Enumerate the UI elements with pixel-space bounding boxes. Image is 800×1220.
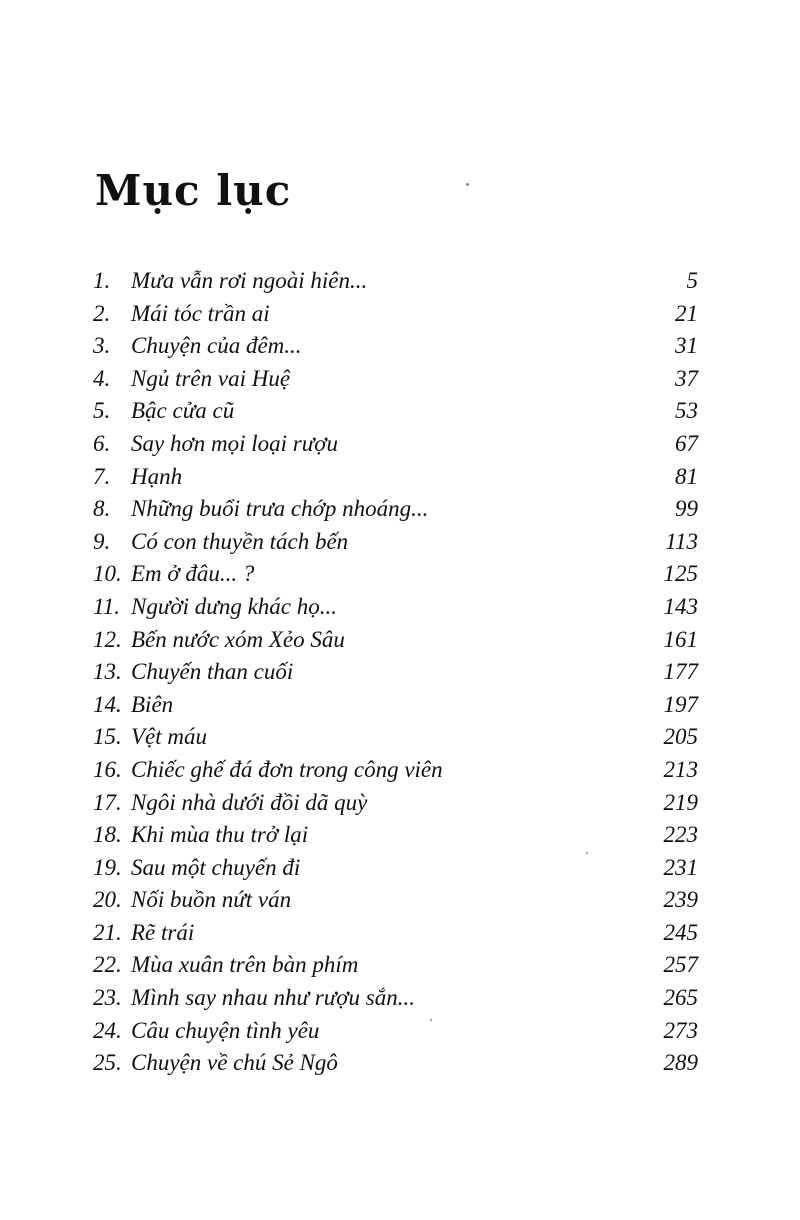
toc-entry — [93, 917, 698, 950]
toc-entry — [93, 656, 698, 689]
toc-entry-title: Chuyến than cuối — [131, 659, 294, 685]
toc-entry-number: 1. — [93, 268, 111, 293]
toc-entry-number: 10. — [93, 561, 122, 587]
toc-entry — [93, 363, 698, 396]
toc-entry-page: 245 — [663, 919, 698, 945]
toc-entry-title: Chiếc ghế đá đơn trong công viên — [131, 756, 443, 782]
scan-speck — [430, 1019, 432, 1021]
toc-entry-number: 5. — [93, 398, 111, 424]
toc-entry-title: Ngôi nhà dưới đồi dã quỳ — [131, 789, 368, 815]
toc-entry — [93, 754, 698, 787]
page-title: Mục lục — [95, 166, 292, 215]
toc-entry-number: 11. — [93, 593, 121, 619]
toc-entry-number: 25. — [93, 1050, 122, 1076]
toc-entry-number: 18. — [93, 822, 122, 848]
toc-entry-page: 205 — [663, 724, 698, 750]
toc-entry-page: 197 — [663, 691, 698, 717]
toc-entry-title: Chuyện về chú Sẻ Ngô — [131, 1050, 338, 1076]
toc-entry — [93, 330, 698, 363]
toc-entry-number: 2. — [93, 300, 111, 326]
toc-entry-page: 113 — [665, 528, 698, 554]
toc-entry-number: 3. — [93, 333, 111, 359]
toc-entry-number: 13. — [93, 659, 122, 685]
toc-entry-title: Những buổi trưa chớp nhoáng... — [131, 496, 429, 522]
toc-entry-number: 21. — [93, 919, 122, 945]
toc-entry — [93, 721, 698, 754]
toc-entry-page: 125 — [663, 561, 698, 587]
scan-speck — [466, 183, 469, 186]
toc-entry — [93, 395, 698, 428]
toc-entry-number: 23. — [93, 985, 122, 1011]
toc-entry-title: Nối buồn nứt ván — [131, 887, 292, 913]
toc-entry — [93, 689, 698, 722]
toc-entry-number: 15. — [93, 724, 122, 750]
toc-entry — [93, 819, 698, 852]
toc-entry — [93, 461, 698, 494]
toc-entry-number: 20. — [93, 887, 122, 913]
toc-entry — [93, 558, 698, 591]
toc-entry-page: 31 — [675, 333, 698, 359]
toc-entry-number: 22. — [93, 952, 122, 978]
toc-entry-page: 231 — [663, 854, 698, 880]
toc-entry-title: Biên — [131, 691, 174, 717]
toc-entry-number: 6. — [93, 430, 111, 456]
toc-entry-page: 5 — [686, 268, 698, 293]
toc-entry-page: 239 — [663, 887, 698, 913]
toc-entry — [93, 526, 698, 559]
toc-entry-page: 273 — [663, 1017, 698, 1043]
toc-entry — [93, 1047, 698, 1080]
toc-entry — [93, 624, 698, 657]
toc-entry-title: Có con thuyền tách bến — [131, 528, 349, 554]
toc-entry — [93, 852, 698, 885]
toc-entry-page: 213 — [663, 756, 698, 782]
toc-entry-number: 16. — [93, 756, 122, 782]
toc-entry-number: 9. — [93, 528, 111, 554]
toc-entry-title: Mưa vẫn rơi ngoài hiên... — [131, 268, 368, 293]
toc-entry — [93, 298, 698, 331]
toc-entry-page: 265 — [663, 985, 698, 1011]
toc-entry-title: Câu chuyện tình yêu — [131, 1017, 320, 1043]
toc-entry-page: 81 — [675, 463, 698, 489]
toc-entry-number: 14. — [93, 691, 122, 717]
toc-entry-page: 161 — [663, 626, 698, 652]
toc-entry-title: Bến nước xóm Xẻo Sâu — [131, 626, 345, 652]
toc-entry-page: 177 — [663, 659, 698, 685]
toc-entry — [93, 884, 698, 917]
toc-entry-page: 37 — [675, 365, 698, 391]
toc-entry-title: Em ở đâu... ? — [131, 561, 255, 587]
toc-entry-title: Ngủ trên vai Huệ — [131, 365, 291, 391]
toc-entry-title: Bậc cửa cũ — [131, 398, 235, 424]
toc-entry-title: Mình say nhau như rượu sắn... — [131, 985, 415, 1011]
toc-entry-title: Khi mùa thu trở lại — [131, 822, 309, 848]
toc-entry — [93, 428, 698, 461]
toc-entry-number: 17. — [93, 789, 122, 815]
toc-entry — [93, 591, 698, 624]
toc-entry-title: Rẽ trái — [131, 919, 195, 945]
toc-entry — [93, 787, 698, 820]
toc-entry-number: 12. — [93, 626, 122, 652]
toc-entry — [93, 1015, 698, 1048]
toc-entry-page: 99 — [675, 496, 698, 522]
toc-entry — [93, 265, 698, 298]
toc-entry-number: 4. — [93, 365, 111, 391]
scan-speck — [586, 852, 588, 854]
toc-entry-title: Hạnh — [131, 463, 183, 489]
toc-entry-page: 21 — [675, 300, 698, 326]
toc-entry-number: 24. — [93, 1017, 122, 1043]
toc-entry-title: Chuyện của đêm... — [131, 333, 302, 359]
toc-entry-title: Người dưng khác họ... — [131, 593, 338, 619]
toc-entry-page: 223 — [663, 822, 698, 848]
toc-entry — [93, 982, 698, 1015]
toc-entry — [93, 949, 698, 982]
toc-entry-number: 8. — [93, 496, 111, 522]
toc-entry-title: Say hơn mọi loại rượu — [131, 430, 339, 456]
toc-entry-number: 7. — [93, 463, 111, 489]
toc-entry-page: 289 — [663, 1050, 698, 1076]
toc-entry-page: 219 — [663, 789, 698, 815]
toc-entry — [93, 493, 698, 526]
toc-entry-page: 143 — [663, 593, 698, 619]
toc-entry-title: Mùa xuân trên bàn phím — [131, 952, 359, 978]
toc-entry-page: 53 — [675, 398, 698, 424]
toc-entry-title: Sau một chuyến đi — [131, 854, 301, 880]
toc-entry-page: 67 — [675, 430, 698, 456]
toc-entry-title: Mái tóc trần ai — [131, 300, 270, 326]
toc-entry-page: 257 — [663, 952, 698, 978]
toc-entry-number: 19. — [93, 854, 122, 880]
table-of-contents — [93, 265, 698, 1080]
toc-entry-title: Vệt máu — [131, 724, 208, 750]
